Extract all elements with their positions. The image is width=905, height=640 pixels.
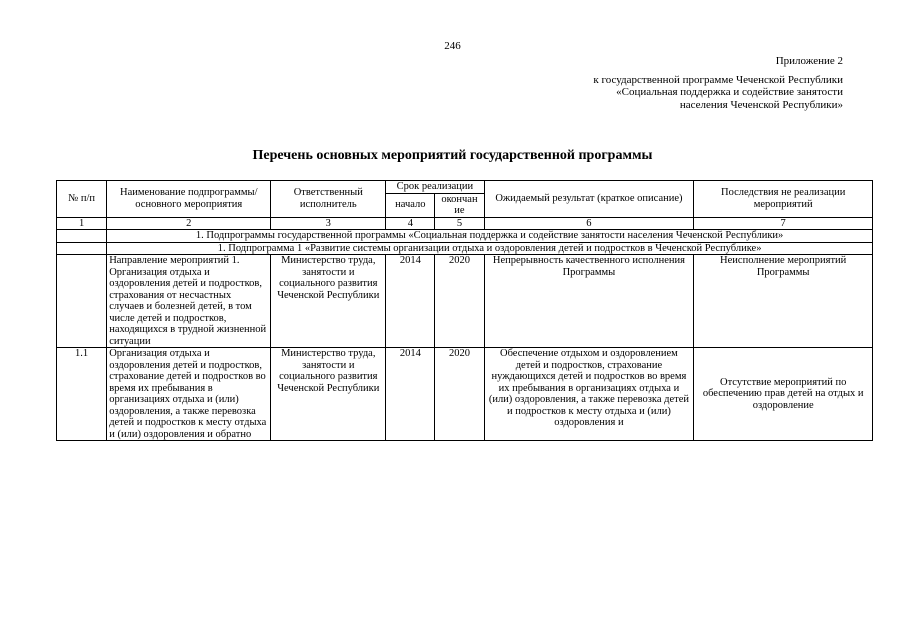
- row-result: Непрерывность качественного исполнения Программы: [484, 255, 694, 348]
- section-row: [57, 230, 873, 243]
- column-number: 3: [271, 217, 386, 230]
- subprogram-row: [57, 242, 873, 255]
- header-consequences: Последствия не реализации мероприятий: [694, 181, 873, 218]
- column-number: 2: [107, 217, 271, 230]
- column-number: 7: [694, 217, 873, 230]
- row-end: 2020: [435, 348, 484, 441]
- header-name: Наименование подпрограммы/ основного мероприятия: [107, 181, 271, 218]
- appendix-line: к государственной программе Чеченской Республики: [593, 73, 843, 86]
- column-number: 1: [57, 217, 107, 230]
- row-name: Направление мероприятий 1. Организация отдыха и оздоровления детей и подростков, страхования от несчастных случаев и болезней детей, в том числе детей и подростков, находящихся в трудной жизненной ситуации: [107, 255, 271, 348]
- row-consequences: Неисполнение мероприятий Программы: [694, 255, 873, 348]
- column-number: 5: [435, 217, 484, 230]
- row-executor: Министерство труда, занятости и социального развития Чеченской Республики: [271, 348, 386, 441]
- header-period: Срок реализации: [386, 181, 484, 194]
- row-end: 2020: [435, 255, 484, 348]
- column-number: 6: [484, 217, 694, 230]
- row-consequences: Отсутствие мероприятий по обеспечению прав детей на отдых и оздоровление: [694, 348, 873, 441]
- row-num: [57, 255, 107, 348]
- table-row: [57, 348, 873, 441]
- measures-table: [56, 180, 873, 441]
- subprogram-title: 1. Подпрограмма 1 «Развитие системы организации отдыха и оздоровления детей и подростков в Чеченской Республике»: [107, 242, 873, 255]
- appendix-block: [593, 55, 843, 111]
- appendix-line: «Социальная поддержка и содействие занятости: [616, 86, 843, 98]
- column-number: 4: [386, 217, 435, 230]
- header-start: начало: [386, 193, 435, 217]
- row-executor: Министерство труда, занятости и социального развития Чеченской Республики: [271, 255, 386, 348]
- section-title: 1. Подпрограммы государственной программы «Социальная поддержка и содействие занятости населения Чеченской Республики»: [107, 230, 873, 243]
- header-row: [57, 181, 873, 194]
- appendix-title: Приложение 2: [775, 55, 843, 67]
- row-name: Организация отдыха и оздоровления детей и подростков, страхование детей и подростков во время их пребывания в организациях отдыха и (или) оздоровления, а также перевозка детей и подростков к месту отдыха и (или) оздоровления и обратно: [107, 348, 271, 441]
- document-title: Перечень основных мероприятий государственной программы: [252, 148, 653, 163]
- header-end: окончан ие: [435, 193, 484, 217]
- row-result: Обеспечение отдыхом и оздоровлением детей и подростков, страхование нуждающихся детей и подростков во время их пребывания в организациях отдыха и (или) оздоровления, а также перевозка детей и подростков к месту отдыха и (или) оздоровления и: [484, 348, 694, 441]
- header-result: Ожидаемый результат (краткое описание): [484, 181, 694, 218]
- table-row: [57, 255, 873, 348]
- row-num: 1.1: [57, 348, 107, 441]
- row-start: 2014: [386, 348, 435, 441]
- header-num: № п/п: [57, 181, 107, 218]
- page-number: 246: [444, 40, 461, 52]
- appendix-line: населения Чеченской Республики»: [679, 98, 843, 111]
- column-numbers-row: [57, 217, 873, 230]
- row-start: 2014: [386, 255, 435, 348]
- header-executor: Ответственный исполнитель: [271, 181, 386, 218]
